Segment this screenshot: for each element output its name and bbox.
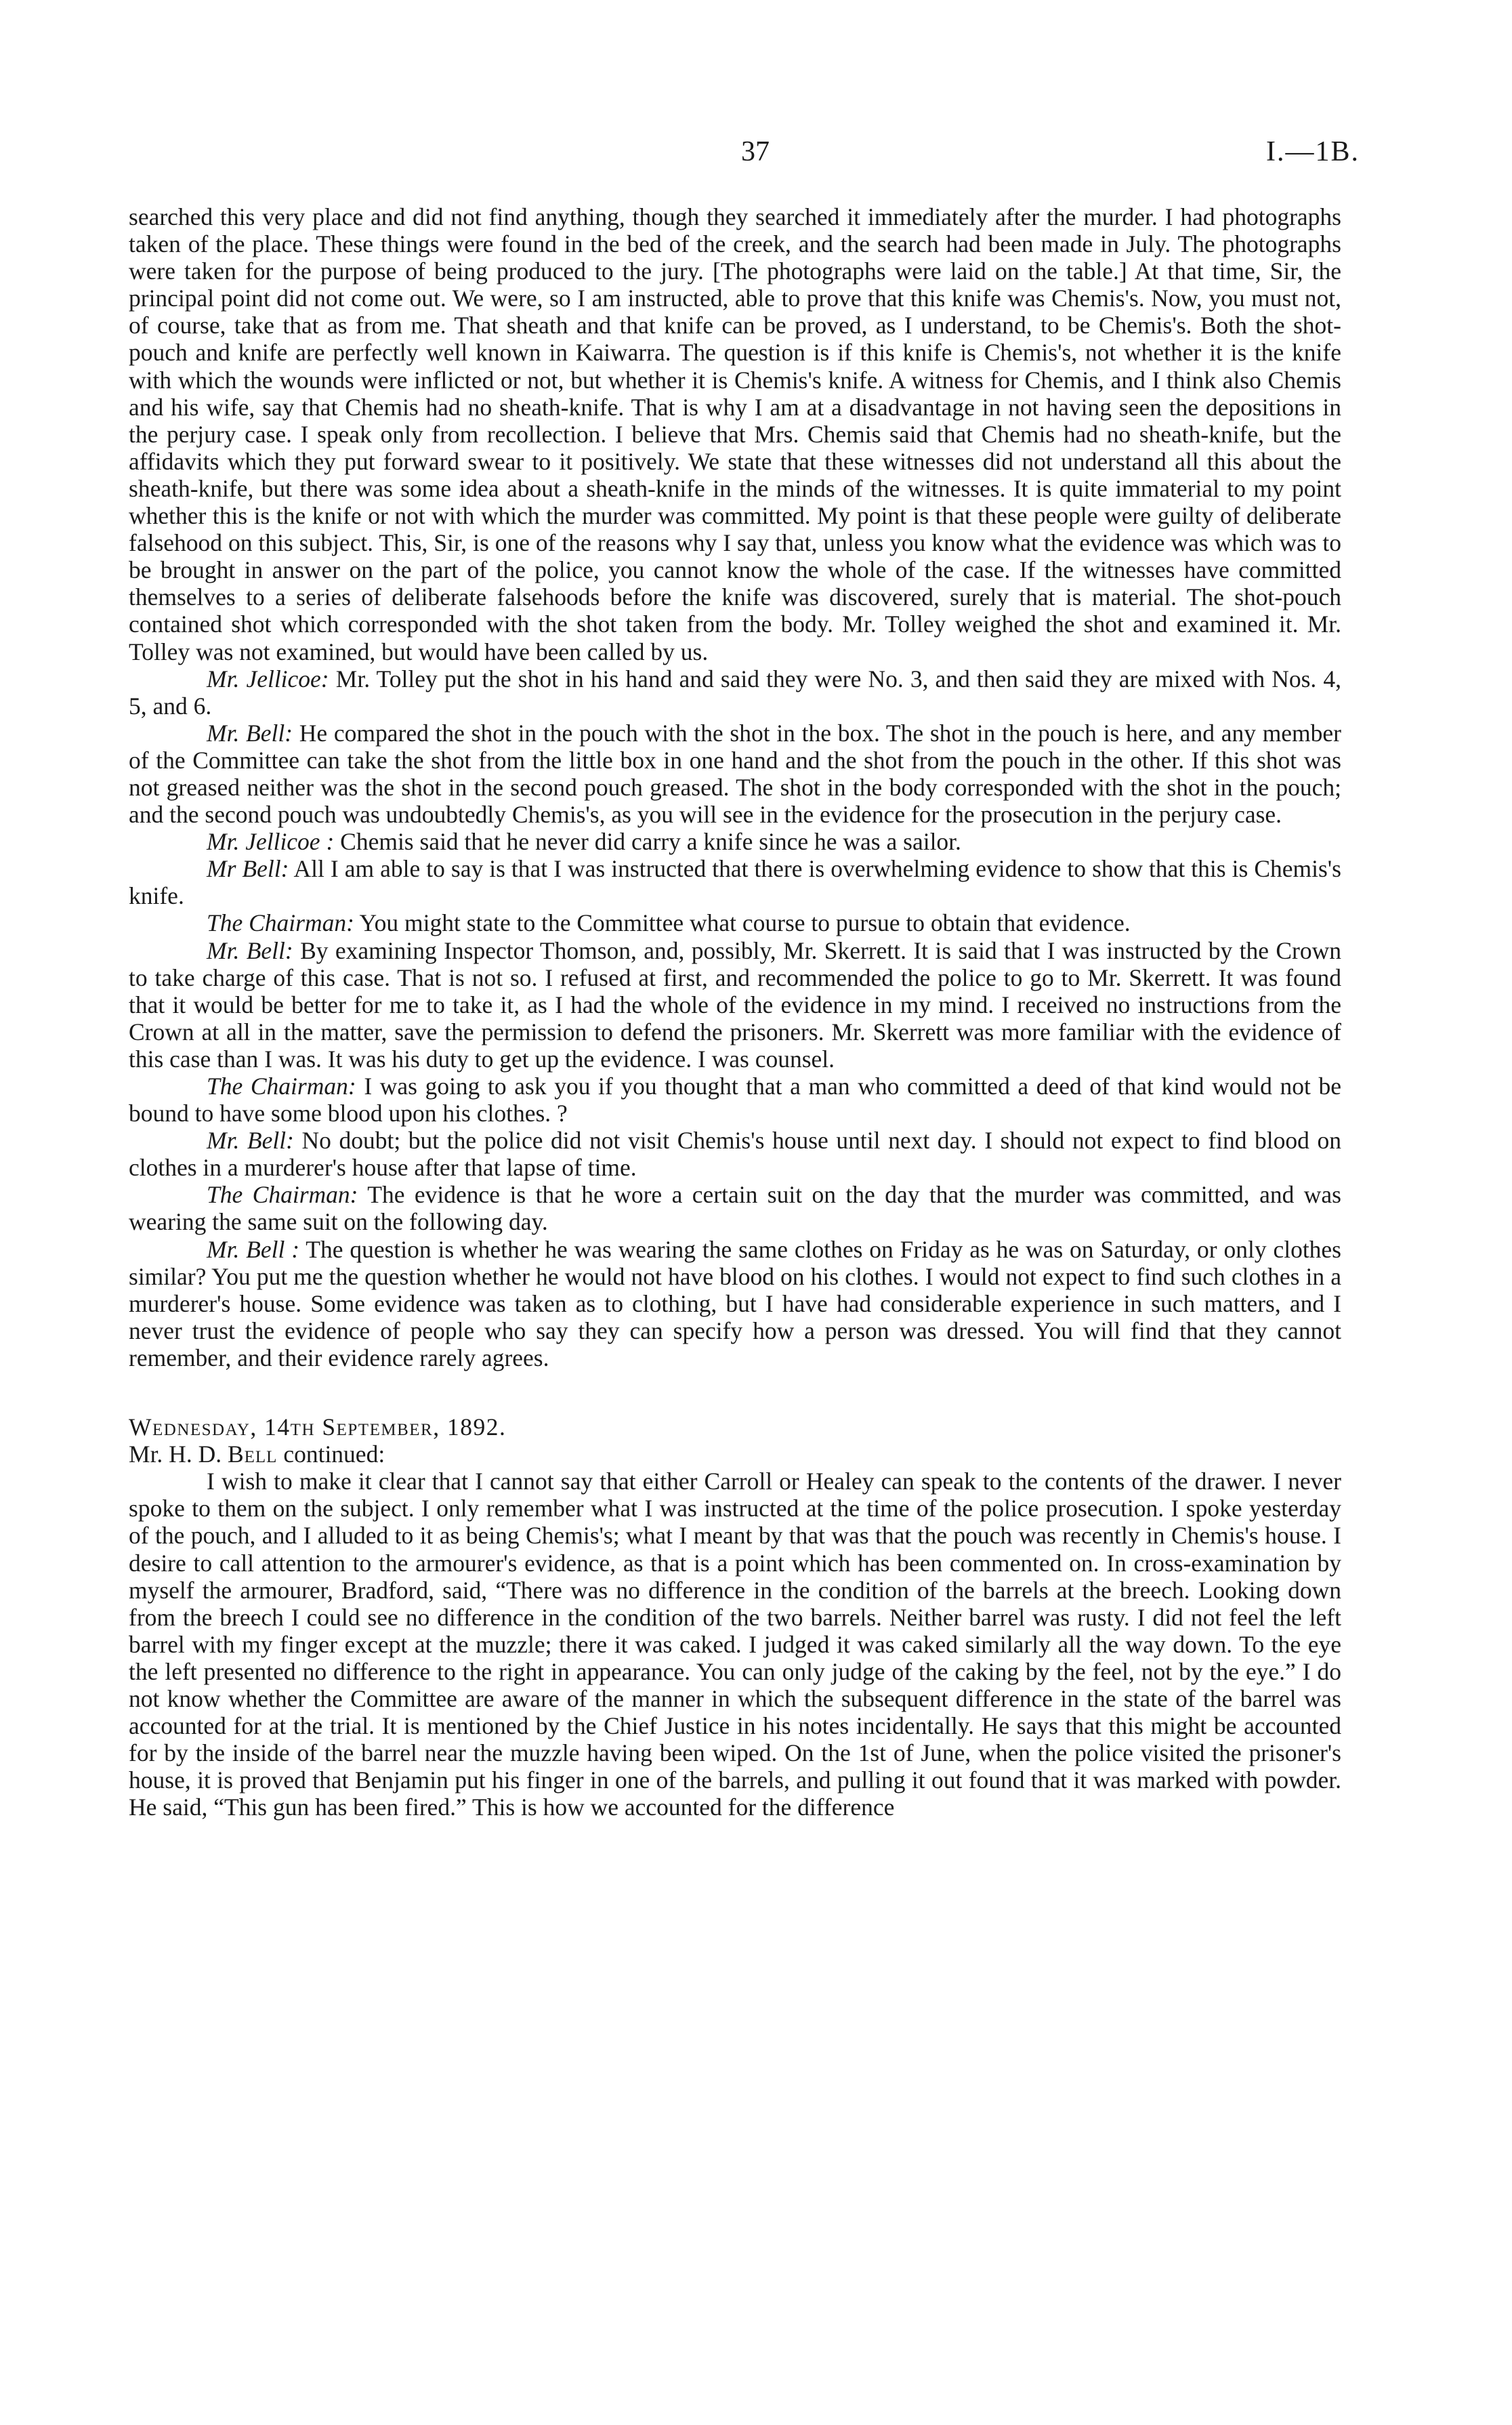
speaker-label: Mr. Bell: — [207, 719, 293, 747]
exchange-paragraph — [129, 1236, 1341, 1371]
witness-suffix: continued: — [283, 1441, 385, 1468]
speaker-label: Mr. Bell: — [207, 936, 293, 964]
witness-name: Bell — [227, 1441, 278, 1468]
speaker-label: Mr. Jellicoe : — [207, 828, 335, 856]
opening-paragraph: searched this very place and did not find anything, though they searched it immediately after the murder. I had photographs taken of the place. These things were found in the bed of the creek, and the search had been made in July. The photographs were taken for the purpose of being produced to the jury. [The photographs were laid on the table.] At that time, Sir, the principal point did not come out. We were, so I am instructed, able to prove that this knife was Chemis's. Now, you must not, of course, take that as from me. That sheath and that knife can be proved, as I understand, to be Chemis's. Both the shot-pouch and knife are perfectly well known in Kaiwarra. The question is if this knife is Chemis's, not whether it is the knife with which the wounds were inflicted or not, but whether it is Chemis's knife. A witness for Chemis, and I think also Chemis and his wife, say that Chemis had no sheath-knife. That is why I am at a disadvantage in not having seen the depositions in the perjury case. I speak only from recollection. I believe that Mrs. Chemis said that Chemis had no sheath-knife, but the affidavits which they put forward swear to it positively. We state that these witnesses did not understand all this about the sheath-knife, but there was some idea about a sheath-knife in the minds of the witnesses. It is quite immaterial to my point whether this is the knife or not with which the murder was committed. My point is that these people were guilty of deliberate falsehood on this subject. This, Sir, is one of the reasons why I say that, unless you know what the evidence was which was to be brought in answer on the part of the police, you cannot know the whole of the case. If the witnesses have committed themselves to a series of deliberate falsehoods before the knife was discovered, surely that is material. The shot-pouch contained shot which corresponded with the shot taken from the body. Mr. Tolley weighed the shot and examined it. Mr. Tolley was not examined, but would have been called by us. — [129, 203, 1341, 665]
witness-prefix: Mr. H. D. — [129, 1441, 222, 1468]
speaker-label: The Chairman: — [207, 909, 354, 937]
exchange-paragraph — [129, 937, 1341, 1073]
body-text — [129, 203, 1341, 1821]
exchange-paragraph — [129, 665, 1341, 720]
speaker-label: Mr. Bell: — [207, 1127, 294, 1155]
exchange-text: No doubt; but the police did not visit Chemis's house until next day. I should not expect to find blood on clothes in a murderer's house after that lapse of time. — [129, 1127, 1342, 1182]
exchange-paragraph — [129, 1127, 1341, 1181]
exchange-text: The evidence is that he wore a certain suit on the day that the murder was committed, and was wearing the same suit on the following day. — [129, 1181, 1341, 1236]
witness-heading — [129, 1441, 1341, 1468]
exchange-paragraph — [129, 855, 1341, 909]
exchange-text: He compared the shot in the pouch with the shot in the box. The shot in the pouch is here, and any member of the Committee can take the shot from the little box in one hand and the shot from the pouch in the other. If this shot was not greased neither was the shot in the second pouch greased. The shot in the body corresponded with the shot in the pouch; and the second pouch was undoubtedly Chemis's, as you will see in the evidence for the prosecution in the perjury case. — [129, 719, 1341, 829]
document-reference: I.—1B. — [1266, 136, 1360, 167]
section-spacer — [129, 1371, 1341, 1413]
exchange-text: Mr. Tolley put the shot in his hand and said they were No. 3, and then said they are mixed with Nos. 4, 5, and 6. — [129, 665, 1342, 720]
exchange-paragraph — [129, 909, 1341, 936]
speaker-label: The Chairman: — [207, 1181, 358, 1209]
testimony-paragraph: I wish to make it clear that I cannot say that either Carroll or Healey can speak to the contents of the drawer. I never spoke to them on the subject. I only remember what I was instructed at the time of the police prosecution. I spoke yesterday of the pouch, and I alluded to it as being Chemis's; what I meant by that was that the pouch was recently in Chemis's house. I desire to call attention to the armourer's evidence, as that is a point which has been commented on. In cross-examination by myself the armourer, Bradford, said, “There was no difference in the condition of the barrels at the breech. Looking down from the breech I could see no difference in the condition of the two barrels. Neither barrel was rusty. I did not feel the left barrel with my finger except at the muzzle; there it was caked. I judged it was caked similarly all the way down. To the eye the left presented no difference to the right in appearance. You can only judge of the caking by the feel, not by the eye.” I do not know whether the Committee are aware of the manner in which the subsequent difference in the state of the barrel was accounted for at the trial. It is mentioned by the Chief Justice in his notes incidentally. He says that this might be accounted for by the inside of the barrel near the muzzle having been wiped. On the 1st of June, when the police visited the prisoner's house, it is proved that Benjamin put his finger in one of the barrels, and pulling it out found that it was marked with powder. He said, “This gun has been fired.” This is how we accounted for the difference — [129, 1468, 1341, 1821]
exchange-text: Chemis said that he never did carry a knife since he was a sailor. — [340, 828, 961, 856]
speaker-label: Mr Bell: — [207, 855, 289, 883]
exchange-text: The question is whether he was wearing the same clothes on Friday as he was on Saturday, or only clothes similar? You put me the question whether he would not have blood on his clothes. I would not expect to find such clothes in a murderer's house. Some evidence was taken as to clothing, but I have had considerable experience in such matters, and I never trust the evidence of people who say they can specify how a person was dressed. You will find that they cannot remember, and their evidence rarely agrees. — [129, 1235, 1341, 1371]
exchange-paragraph — [129, 828, 1341, 855]
exchange-text: By examining Inspector Thomson, and, possibly, Mr. Skerrett. It is said that I was instructed by the Crown to take charge of this case. That is not so. I refused at first, and recommended the police to go to Mr. Skerrett. It was found that it would be better for me to take it, as I had the whole of the evidence in my mind. I received no instructions from the Crown at all in the matter, save the permission to defend the prisoners. Mr. Skerrett was more familiar with the evidence of this case than I was. It was his duty to get up the evidence. I was counsel. — [129, 936, 1341, 1073]
speaker-label: Mr. Jellicoe: — [207, 665, 329, 692]
exchange-text: You might state to the Committee what course to pursue to obtain that evidence. — [359, 909, 1131, 937]
exchange-paragraph — [129, 1181, 1341, 1235]
speaker-label: The Chairman: — [207, 1073, 356, 1100]
exchange-text: All I am able to say is that I was instructed that there is overwhelming evidence to show that this is Chemis's knife. — [129, 855, 1342, 910]
date-heading: Wednesday, 14th September, 1892. — [129, 1413, 507, 1441]
page-number: 37 — [741, 136, 770, 167]
speaker-label: Mr. Bell : — [207, 1235, 300, 1263]
exchange-paragraph — [129, 1073, 1341, 1127]
exchange-paragraph — [129, 720, 1341, 828]
exchange-text: I was going to ask you if you thought that a man who committed a deed of that kind would not be bound to have some blood upon his clothes. ? — [129, 1073, 1342, 1127]
